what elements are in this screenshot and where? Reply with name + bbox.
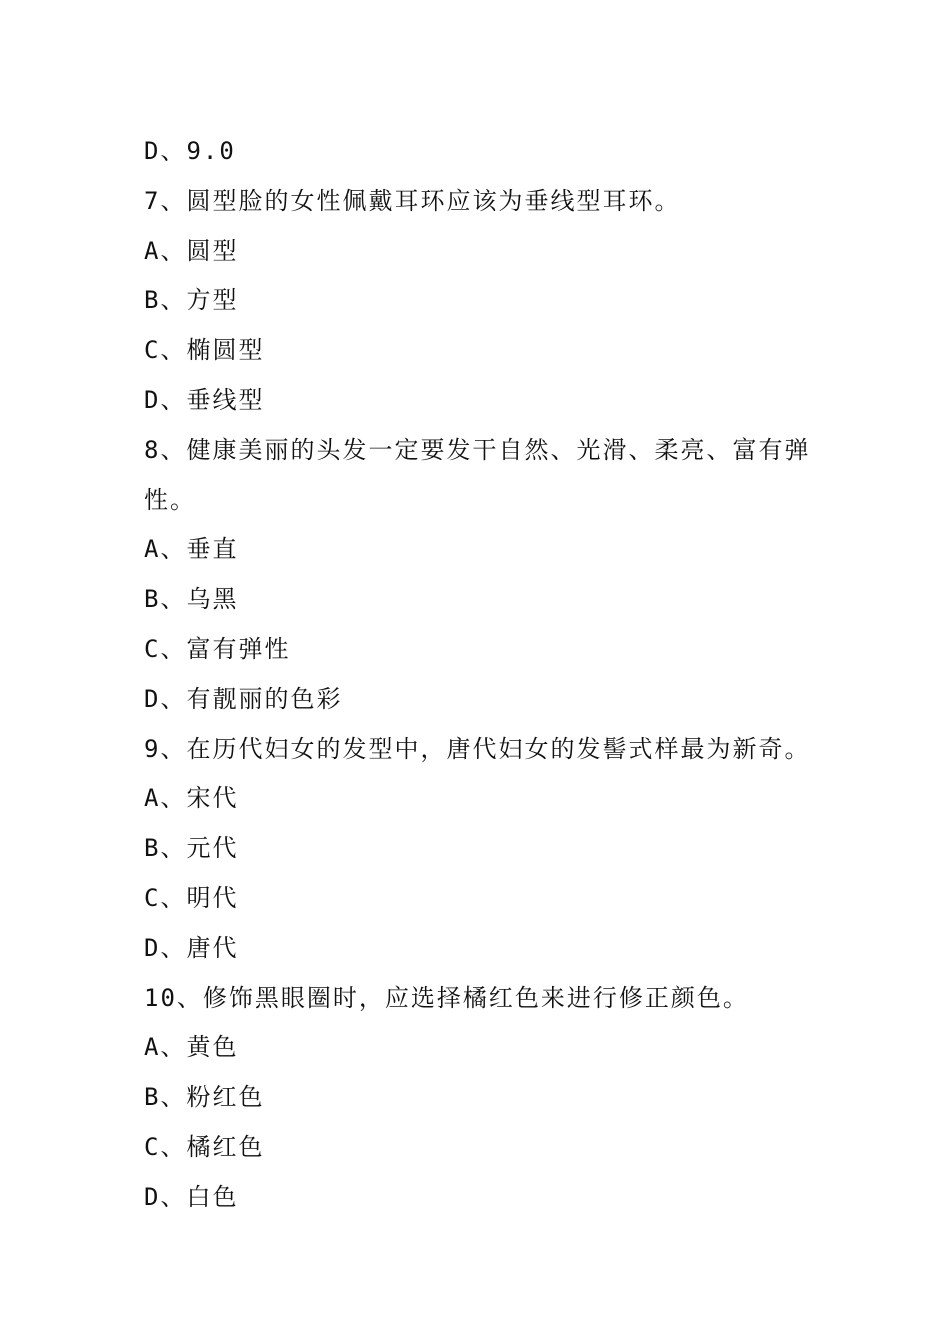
question-7: 7、圆型脸的女性佩戴耳环应该为垂线型耳环。 bbox=[144, 186, 681, 215]
option-a-q9: A、宋代 bbox=[144, 784, 239, 813]
option-d-q9: D、唐代 bbox=[144, 933, 239, 962]
question-8-line-2: 性。 bbox=[144, 485, 196, 514]
question-10: 10、修饰黑眼圈时，应选择橘红色来进行修正颜色。 bbox=[144, 983, 749, 1012]
question-text-body bbox=[144, 127, 824, 1223]
option-a-q7: A、圆型 bbox=[144, 236, 239, 265]
question-8-line-1: 8、健康美丽的头发一定要发干自然、光滑、柔亮、富有弹 bbox=[144, 435, 811, 464]
option-c-q8: C、富有弹性 bbox=[144, 634, 291, 663]
option-a-q8: A、垂直 bbox=[144, 535, 239, 564]
option-a-q10: A、黄色 bbox=[144, 1033, 239, 1062]
option-b-q9: B、元代 bbox=[144, 834, 239, 863]
option-d-q7: D、垂线型 bbox=[144, 385, 265, 414]
question-9: 9、在历代妇女的发型中，唐代妇女的发髻式样最为新奇。 bbox=[144, 734, 811, 763]
option-c-q9: C、明代 bbox=[144, 883, 239, 912]
option-d-q10: D、白色 bbox=[144, 1182, 239, 1211]
option-c-q7: C、椭圆型 bbox=[144, 336, 265, 365]
option-c-q10: C、橘红色 bbox=[144, 1132, 265, 1161]
option-d-q8: D、有靓丽的色彩 bbox=[144, 684, 343, 713]
option-b-q8: B、乌黑 bbox=[144, 585, 239, 614]
option-b-q7: B、方型 bbox=[144, 286, 239, 315]
option-d-q6: D、9.0 bbox=[144, 137, 236, 165]
option-b-q10: B、粉红色 bbox=[144, 1083, 265, 1112]
